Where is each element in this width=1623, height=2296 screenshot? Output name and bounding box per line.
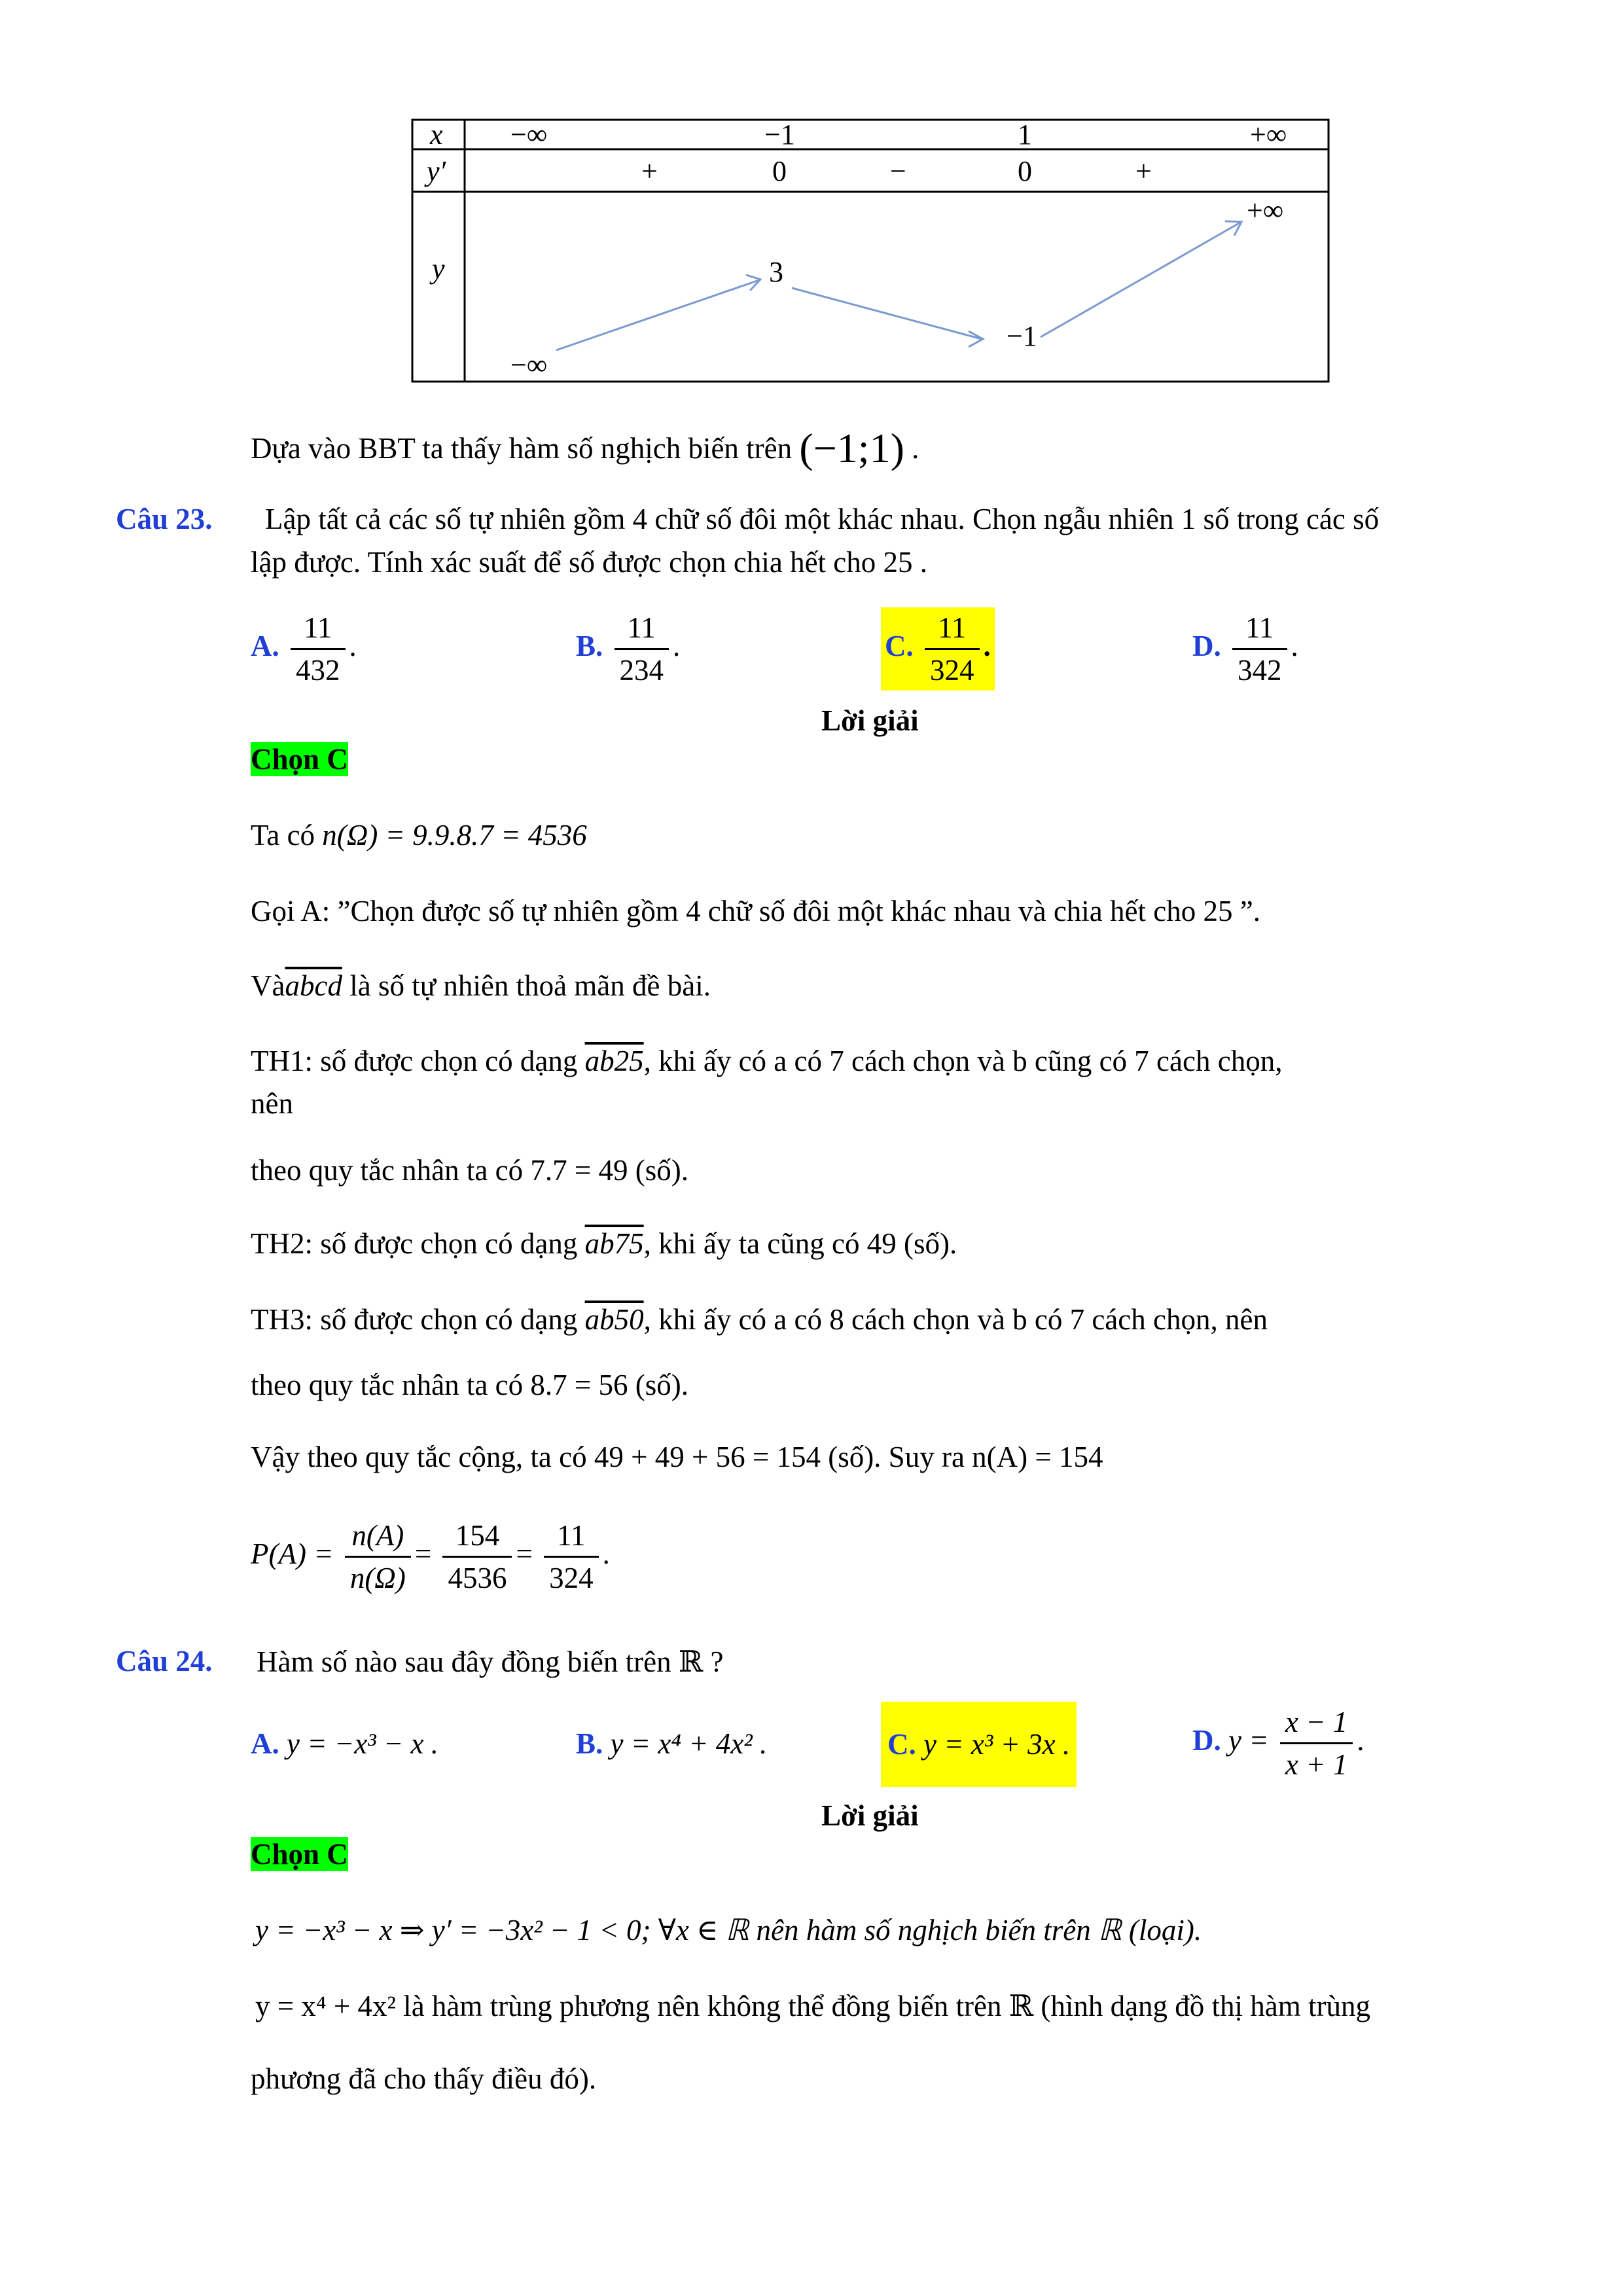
bbt-x-value: 1 — [1018, 118, 1032, 151]
q23-solution-title: Lời giải — [821, 704, 919, 737]
arrow-down — [792, 288, 982, 339]
option-letter: C. — [885, 629, 914, 662]
q23-step-sample-space — [251, 818, 587, 852]
q24-option-c[interactable] — [881, 1702, 1077, 1787]
q24-choice-badge: Chọn C — [251, 1838, 348, 1871]
q24-option-d[interactable] — [1192, 1702, 1364, 1785]
bbt-yprime-value: − — [890, 155, 906, 187]
q23-option-d[interactable] — [1192, 607, 1298, 691]
q23-case-3-line2: theo quy tắc nhân ta có 8.7 = 56 (số). — [251, 1369, 688, 1401]
option-letter: A. — [251, 629, 279, 662]
option-numerator: 11 — [291, 607, 346, 650]
q24-label: Câu 24. — [116, 1645, 213, 1677]
option-end: . — [1291, 629, 1298, 662]
option-expression: y = x⁴ + 4x² . — [610, 1727, 768, 1760]
q24-solution-line1: y = −x³ − x ⇒ y′ = −3x² − 1 < 0; ∀x ∈ ℝ nên hàm số nghịch biến trên ℝ (loại). — [255, 1914, 1202, 1946]
option-denominator: 234 — [619, 654, 664, 687]
option-denominator: 432 — [296, 654, 340, 687]
option-numerator: x − 1 — [1280, 1702, 1353, 1744]
q23-case-3-pre: TH3: số được chọn có dạng — [251, 1303, 585, 1336]
option-numerator: 11 — [615, 607, 669, 650]
bbt-conclusion — [251, 424, 919, 473]
option-numerator: 11 — [925, 607, 980, 650]
bbt-x-value: −1 — [764, 118, 795, 151]
bbt-yprime-value: + — [1135, 155, 1152, 187]
bbt-yprime-value: + — [641, 155, 658, 187]
q23-case-1-form: ab25 — [584, 1045, 644, 1077]
q23-case-2 — [251, 1227, 957, 1261]
option-denominator: x + 1 — [1285, 1748, 1348, 1781]
variation-table-grid — [0, 0, 1623, 393]
q23-case-1-line3: theo quy tắc nhân ta có 7.7 = 49 (số). — [251, 1154, 688, 1187]
bbt-x-value: +∞ — [1250, 118, 1287, 151]
arrow-up-1 — [556, 280, 759, 350]
q23-probability: P(A) = $\frac{n(A)}{n(\Omega)}$ = $\frac{154}{4536}$ = $\frac{11}{324}$ . — [251, 1515, 610, 1598]
q23-sum: Vậy theo quy tắc cộng, ta có 49 + 49 + 56 = 154 (số). Suy ra n(A) = 154 — [251, 1441, 1103, 1473]
q23-step-sample-space-math: n(Ω) = 9.9.8.7 = 4536 — [322, 819, 587, 852]
q23-label: Câu 23. — [116, 503, 213, 535]
bbt-y-value: −∞ — [510, 349, 548, 381]
q23-probability-f3-den: 324 — [549, 1562, 594, 1594]
option-denominator: 324 — [930, 654, 974, 687]
q24-solution-line2: y = x⁴ + 4x² là hàm trùng phương nên không thể đồng biến trên ℝ (hình dạng đồ thị hàm trùng — [255, 1990, 1371, 2022]
q23-probability-f1-num: n(A) — [345, 1515, 411, 1558]
q23-case-1 — [251, 1044, 1282, 1078]
bbt-conclusion-end: . — [912, 432, 919, 465]
q23-event-definition: Gọi A: ”Chọn được số tự nhiên gồm 4 chữ số đôi một khác nhau và chia hết cho 25 ”. — [251, 895, 1260, 927]
q23-probability-end: . — [602, 1537, 610, 1570]
q23-probability-f2-den: 4536 — [448, 1562, 507, 1594]
q23-probability-f1-den: n(Ω) — [349, 1562, 406, 1594]
q23-option-c[interactable] — [881, 607, 995, 691]
q24-solution-title: Lời giải — [821, 1799, 919, 1832]
option-letter: A. — [251, 1727, 279, 1760]
q23-choice-badge: Chọn C — [251, 743, 348, 776]
q23-option-b[interactable] — [576, 607, 680, 691]
q23-case-3 — [251, 1302, 1268, 1336]
bbt-row-label-y: y — [432, 253, 445, 285]
bbt-yprime-value: 0 — [772, 155, 787, 187]
bbt-conclusion-interval: (−1;1) — [799, 425, 904, 471]
option-letter: C. — [887, 1728, 916, 1761]
option-expression: y = −x³ − x . — [287, 1727, 439, 1760]
option-letter: B. — [576, 1727, 603, 1760]
q23-number-form-pre: Và — [251, 969, 285, 1002]
q23-number-form-overline: abcd — [285, 969, 342, 1002]
variation-table — [0, 0, 1623, 393]
bbt-conclusion-text: Dựa vào BBT ta thấy hàm số nghịch biến trên — [251, 432, 800, 465]
q24-option-b[interactable] — [576, 1727, 767, 1761]
option-end: . — [349, 629, 357, 662]
bbt-x-value: −∞ — [510, 118, 548, 151]
bbt-row-label-yprime: y′ — [427, 155, 446, 187]
bbt-yprime-value: 0 — [1018, 155, 1032, 187]
option-denominator: 342 — [1238, 654, 1282, 687]
option-end: . — [1357, 1723, 1364, 1757]
q23-probability-f3-num: 11 — [544, 1515, 599, 1558]
option-letter: D. — [1192, 1723, 1221, 1757]
bbt-y-value: 3 — [769, 256, 783, 288]
q23-stem-line2: lập được. Tính xác suất để số được chọn chia hết cho 25 . — [251, 546, 928, 579]
q23-probability-f2-num: 154 — [442, 1515, 512, 1558]
q23-option-a[interactable] — [251, 607, 357, 691]
option-expression-lhs: y = — [1228, 1723, 1269, 1757]
q23-case-3-post: , khi ấy có a có 8 cách chọn và b có 7 cách chọn, nên — [643, 1303, 1268, 1336]
option-letter: B. — [576, 629, 603, 662]
option-end: . — [673, 629, 681, 662]
q23-number-form-post: là số tự nhiên thoả mãn đề bài. — [342, 969, 711, 1002]
bbt-row-label-x: x — [430, 118, 443, 151]
q23-case-1-line2: nên — [251, 1087, 293, 1120]
option-letter: D. — [1192, 629, 1221, 662]
q24-option-a[interactable] — [251, 1727, 438, 1761]
q24-stem: Hàm số nào sau đây đồng biến trên ℝ ? — [257, 1645, 724, 1678]
arrow-up-2 — [1041, 223, 1240, 337]
q24-solution-line3: phương đã cho thấy điều đó). — [251, 2062, 597, 2095]
bbt-y-value: −1 — [1007, 320, 1037, 352]
option-numerator: 11 — [1232, 607, 1287, 650]
q23-stem-line1: Lập tất cả các số tự nhiên gồm 4 chữ số đôi một khác nhau. Chọn ngẫu nhiên 1 số trong các số — [265, 503, 1380, 535]
q23-case-2-post: , khi ấy ta cũng có 49 (số). — [643, 1227, 957, 1260]
q23-case-1-pre: TH1: số được chọn có dạng — [251, 1045, 585, 1077]
bbt-y-value: +∞ — [1247, 194, 1284, 226]
q23-case-2-form: ab75 — [584, 1227, 644, 1260]
q23-case-1-post: , khi ấy có a có 7 cách chọn và b cũng có 7 cách chọn, — [643, 1045, 1283, 1077]
q23-step-sample-space-pre: Ta có — [251, 819, 323, 852]
q23-number-form — [251, 969, 711, 1003]
q23-case-2-pre: TH2: số được chọn có dạng — [251, 1227, 585, 1260]
q23-case-3-form: ab50 — [584, 1303, 644, 1336]
option-end: . — [983, 629, 991, 662]
option-expression: y = x³ + 3x . — [923, 1728, 1071, 1761]
q23-probability-lhs: P(A) = — [251, 1537, 334, 1570]
